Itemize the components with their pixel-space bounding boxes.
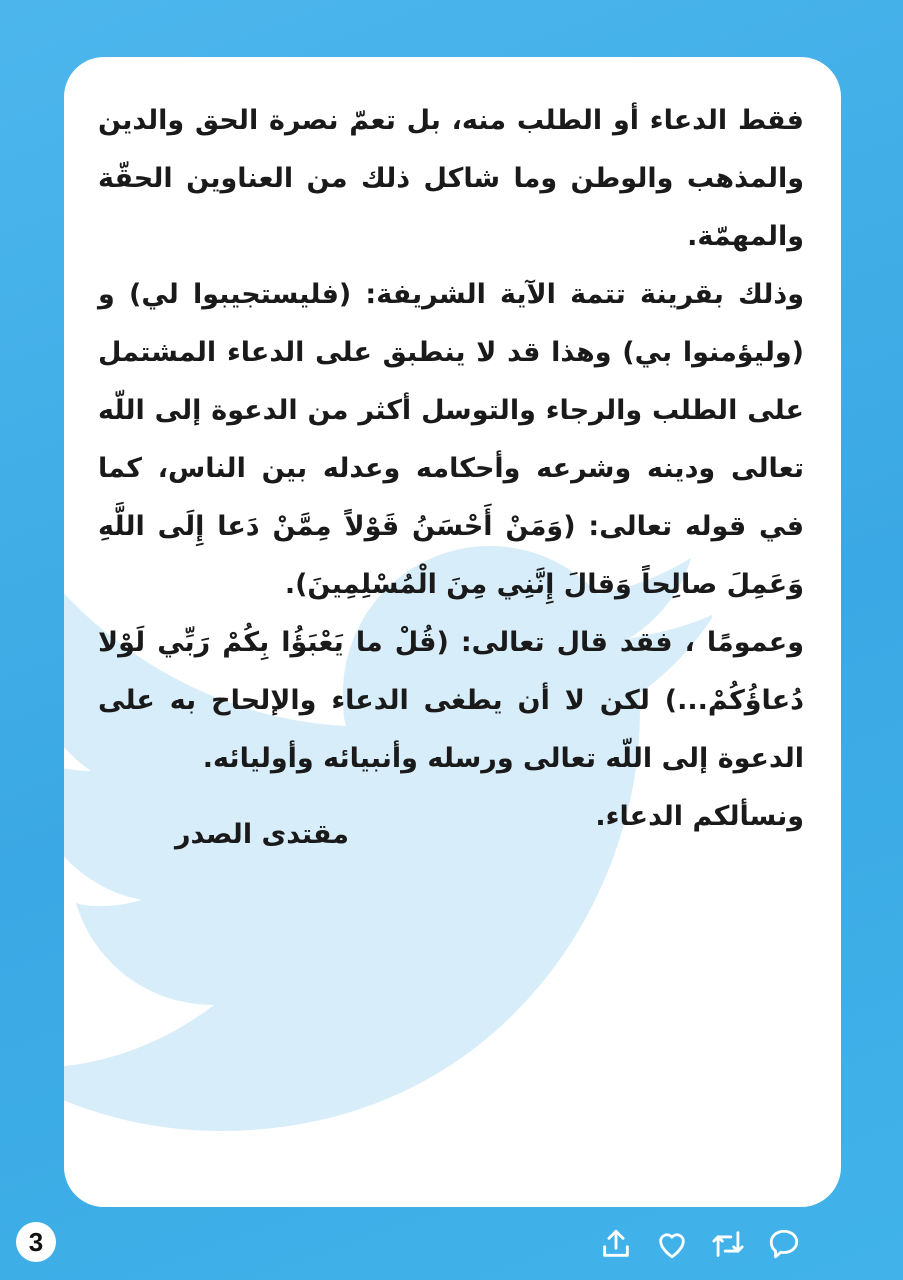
action-bar [597, 1222, 803, 1266]
retweet-button[interactable] [709, 1225, 747, 1263]
paragraph-2: وذلك بقرينة تتمة الآية الشريفة: (فليستجيبوا لي) و (وليؤمنوا بي) وهذا قد لا ينطبق على الدعاء المشتمل على الطلب والرجاء والتوسل أكثر من الدعوة إلى اللّه تعالى ودينه وشرعه وأحكامه وعدله بين الناس، كما في قوله تعالى: (وَمَنْ أَحْسَنُ قَوْلاً مِمَّنْ دَعا إِلَى اللَّهِ وَعَمِلَ صالِحاً وَقالَ إِنَّنِي مِنَ الْمُسْلِمِينَ). [98, 279, 804, 600]
share-icon [599, 1227, 633, 1261]
share-button[interactable] [597, 1225, 635, 1263]
like-icon [655, 1227, 689, 1261]
paragraph-4: ونسألكم الدعاء. [595, 801, 804, 832]
reply-button[interactable] [765, 1225, 803, 1263]
paragraph-3: وعمومًا ، فقد قال تعالى: (قُلْ ما يَعْبَؤُا بِكُمْ رَبِّي لَوْلا دُعاؤُكُمْ...) لكن لا أن يطغى الدعاء والإلحاح به على الدعوة إلى اللّه تعالى ورسله وأنبيائه وأوليائه. [98, 627, 804, 774]
post-body [98, 92, 804, 846]
like-button[interactable] [653, 1225, 691, 1263]
reply-icon [767, 1227, 801, 1261]
paragraph-1: فقط الدعاء أو الطلب منه، بل تعمّ نصرة الحق والدين والمذهب والوطن وما شاكل ذلك من العناوين الحقّة والمهمّة. [98, 105, 804, 252]
post-card [64, 57, 841, 1207]
page-number-badge: 3 [16, 1222, 56, 1262]
signature: مقتدى الصدر [174, 819, 349, 850]
retweet-icon [711, 1227, 745, 1261]
